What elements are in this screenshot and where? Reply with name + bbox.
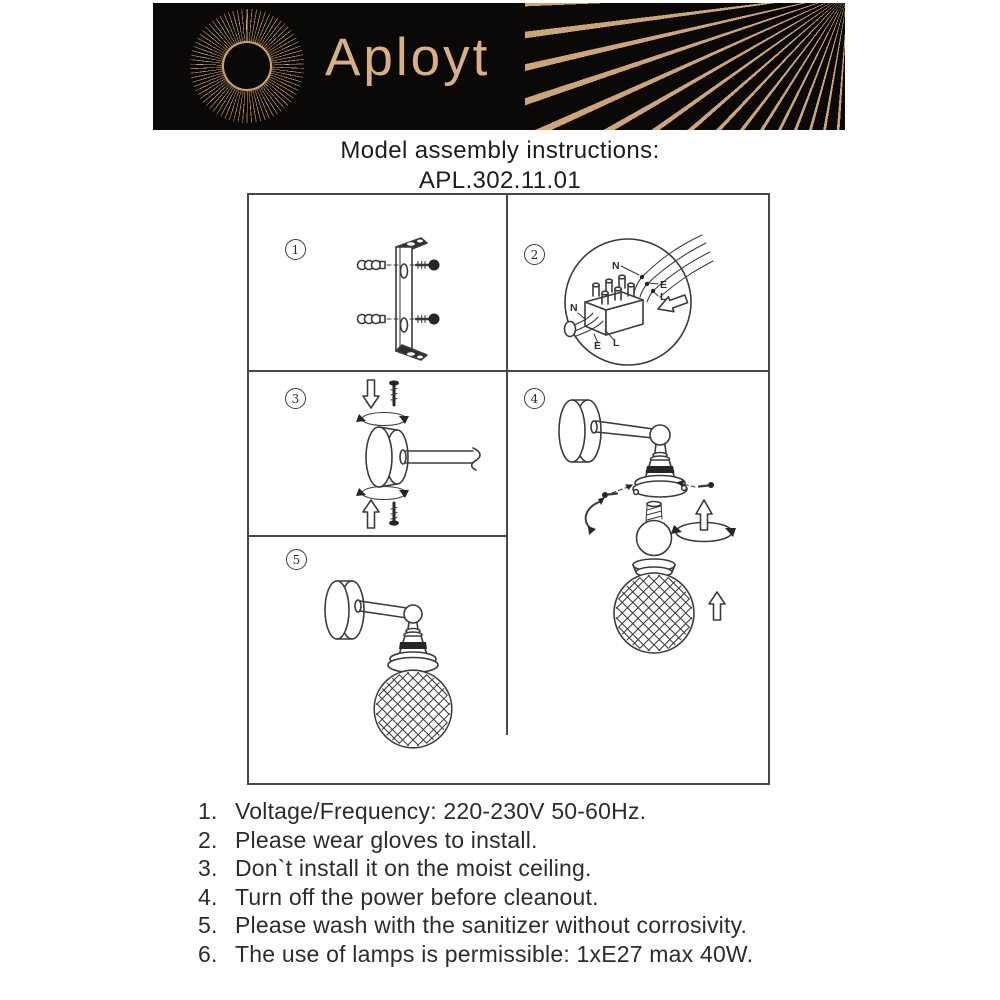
screw-icon [416,260,440,271]
terminal-block-icon [585,275,643,335]
mesh-globe-shade [374,670,452,748]
sunburst-logo-icon [190,9,304,123]
step-3-diagram-canopy [249,372,506,535]
model-number: APL.302.11.01 [418,167,582,194]
step-5-diagram-finished-lamp [249,537,506,781]
title-line: Model assembly instructions: [340,137,660,164]
supply-wires [634,235,713,302]
list-item [198,797,753,826]
brand-name: Aployt [325,28,491,87]
arm-and-ball-joint [360,601,422,623]
step-1-diagram-mounting-bracket [249,195,506,370]
light-bulb-icon [637,502,672,556]
rays-decoration-icon [525,3,845,130]
item-text: The use of lamps is permissible: 1xE27 max 40W. [235,940,754,967]
arrow-up-icon [363,500,379,528]
arrow-up-icon [709,592,725,620]
list-item [198,854,753,883]
screw-icon [416,314,440,325]
step-5-badge: 5 [286,549,307,570]
page-title [0,137,1000,195]
lamp-socket [388,622,438,673]
wall-plate-disc [325,581,364,639]
wire-label-n2: N [570,302,578,314]
step-2-diagram-wiring [508,195,768,370]
arrow-up-icon [696,500,712,530]
rotate-arc-icon [586,497,605,535]
instruction-list [198,797,753,968]
rotate-arrow-icon [356,487,409,500]
wall-plate-disc [559,400,601,462]
mesh-globe-shade [614,559,694,653]
arm-and-ball-joint [596,421,670,445]
lamp-socket [633,444,687,497]
item-text: Please wash with the sanitizer without corrosivity. [235,912,748,938]
wire-label-e: E [660,279,668,291]
list-item [198,883,753,912]
screw-icon [389,380,399,405]
item-number: 6. [198,940,218,967]
canopy-disc [366,427,408,487]
step-4-diagram-body-assembly [508,372,768,733]
brand-banner [153,3,845,130]
item-number: 5. [198,912,218,938]
wire-label-l: L [660,291,667,303]
step-4-badge: 4 [524,388,545,409]
side-screw-left [602,485,633,499]
item-number: 2. [198,826,218,853]
step-3-badge: 3 [285,388,306,409]
step-1-badge: 1 [285,239,306,260]
item-text: Voltage/Frequency: 220-230V 50-60Hz. [235,798,647,824]
screw-icon [389,503,399,526]
wire-label-e2: E [594,340,602,352]
list-item [198,826,753,855]
item-number: 3. [198,855,218,881]
wire-label-l2: L [613,337,620,349]
item-text: Please wear gloves to install. [235,826,538,853]
rotate-arrow-icon [356,413,409,426]
item-text: Don`t install it on the moist ceiling. [235,855,592,881]
wire-label-n: N [612,260,620,272]
item-number: 1. [198,798,218,824]
list-item [198,911,753,940]
item-text: Turn off the power before cleanout. [235,883,599,910]
arrow-down-icon [363,380,379,408]
arm-stub [406,448,480,470]
sunburst-core [224,43,270,89]
list-item [198,940,753,969]
assembly-diagram-box [247,193,770,785]
item-number: 4. [198,883,218,910]
step-2-badge: 2 [524,244,545,265]
